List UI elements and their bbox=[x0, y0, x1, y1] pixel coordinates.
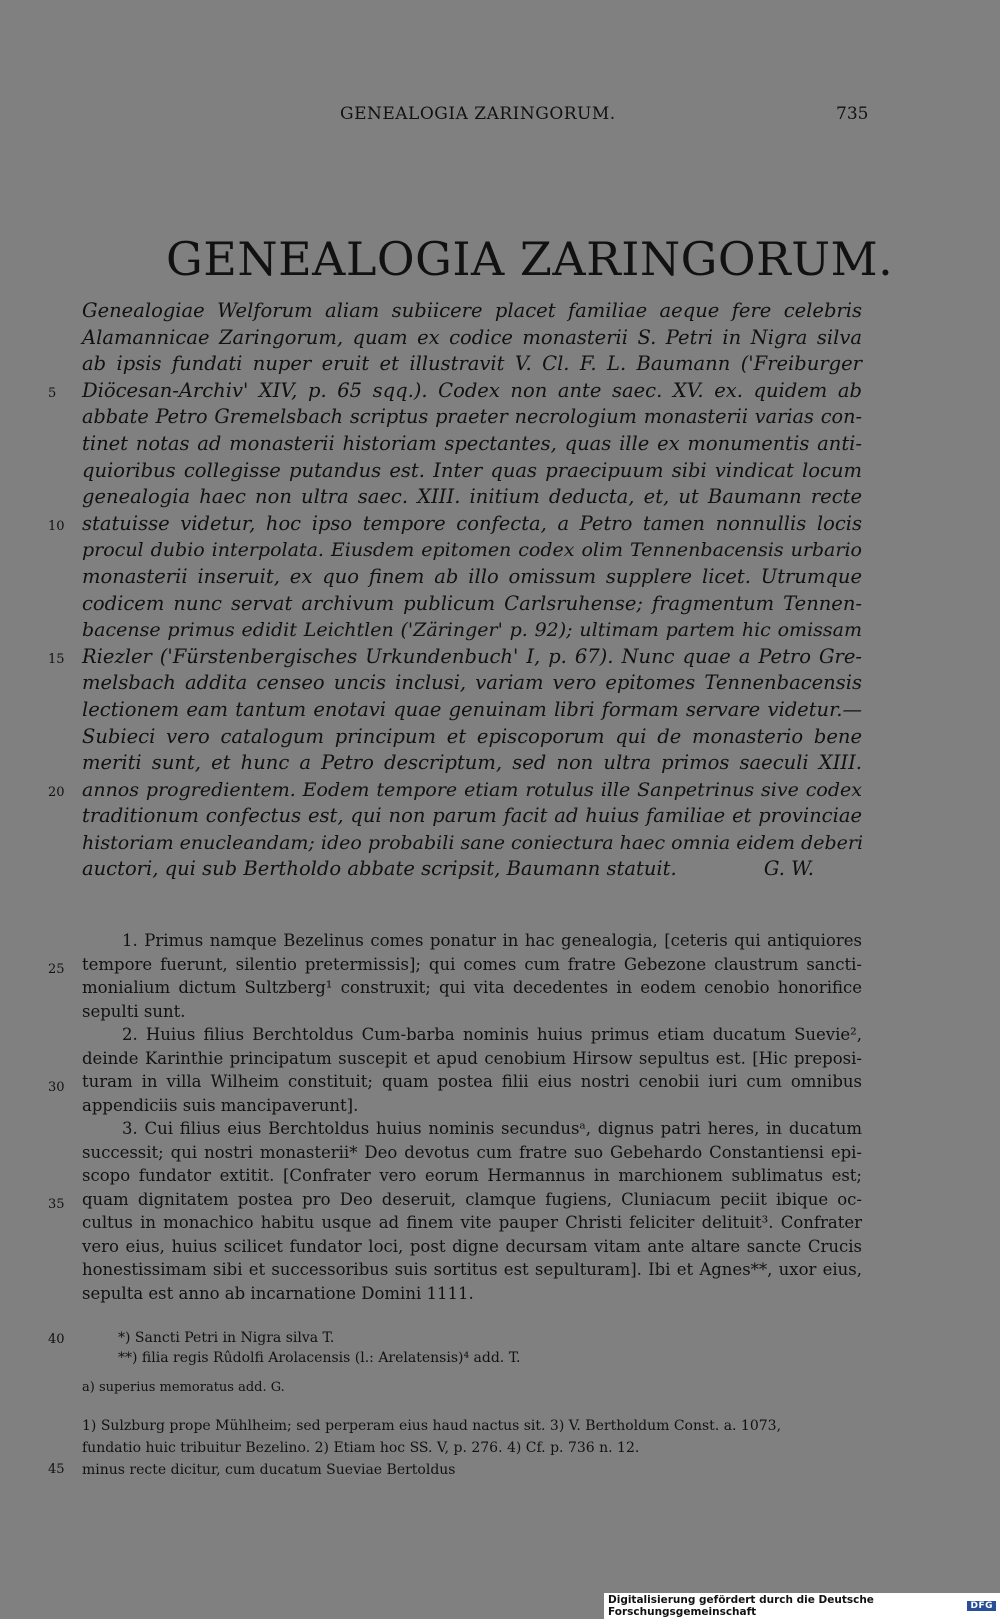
intro-line: bacense primus edidit Leichtlen ('Zäringer' p. 92); ultimam partem hic omissam bbox=[82, 619, 862, 642]
intro-line: genealogia haec non ultra saec. XIII. initium deducta, et, ut Baumann recte bbox=[82, 485, 862, 509]
genealogy-text bbox=[82, 929, 862, 1305]
intro-line: monasterii inseruit, ex quo finem ab illo omissum supplere licet. Utrumque bbox=[82, 564, 862, 588]
running-title: GENEALOGIA ZARINGORUM. bbox=[340, 104, 616, 124]
intro-line: Diöcesan-Archiv' XIV, p. 65 sqq.). Codex non ante saec. XV. ex. quidem ab bbox=[82, 378, 862, 402]
footnote-numbered: minus recte dicitur, cum ducatum Sueviae Bertoldus bbox=[82, 1462, 456, 1478]
text-line: 2. Huius filius Berchtoldus Cum-barba nominis huius primus etiam ducatum Suevie², bbox=[122, 1025, 862, 1044]
text-line: deinde Karinthie principatum suscepit et apud cenobium Hirsow sepultus est. [Hic preposi- bbox=[82, 1048, 862, 1068]
main-title: GENEALOGIA ZARINGORUM. bbox=[166, 232, 894, 286]
text-line: sepulta est anno ab incarnatione Domini 1111. bbox=[82, 1283, 474, 1303]
line-number: 5 bbox=[48, 386, 57, 401]
intro-line: quioribus collegisse putandus est. Inter quas praecipuum sibi vindicat locum bbox=[82, 458, 862, 482]
intro-line: Alamannicae Zaringorum, quam ex codice monasterii S. Petri in Nigra silva bbox=[82, 325, 862, 349]
text-line: scopo fundator extitit. [Confrater vero eorum Hermannus in marchionem sublimatus est; bbox=[82, 1166, 862, 1185]
text-line: vero eius, huius scilicet fundator loci, post digne decursam vitam ante altare sancte Crucis bbox=[82, 1236, 862, 1256]
footnote-numbered: fundatio huic tribuitur Bezelino. 2) Etiam hoc SS. V, p. 276. 4) Cf. p. 736 n. 12. bbox=[82, 1440, 640, 1456]
intro-line: codicem nunc servat archivum publicum Carlsruhense; fragmentum Tennen- bbox=[82, 591, 862, 615]
footnote-a: a) superius memoratus add. G. bbox=[82, 1380, 285, 1395]
text-line: quam dignitatem postea pro Deo deseruit, clamque fugiens, Cluniacum peciit ibique oc- bbox=[82, 1189, 862, 1209]
intro-line: Subieci vero catalogum principum et episcoporum qui de monasterio bene bbox=[82, 724, 862, 748]
line-number: 10 bbox=[48, 519, 65, 534]
line-number: 30 bbox=[48, 1080, 65, 1095]
text-line: appendiciis suis mancipaverunt]. bbox=[82, 1095, 359, 1115]
intro-line: abbate Petro Gremelsbach scriptus praeter necrologium monasterii varias con- bbox=[82, 405, 862, 429]
intro-line: procul dubio interpolata. Eiusdem epitomen codex olim Tennenbacensis urbario bbox=[82, 539, 862, 562]
intro-line: historiam enucleandam; ideo probabili sane coniectura haec omnia eidem deberi bbox=[82, 831, 864, 854]
line-number: 35 bbox=[48, 1197, 65, 1212]
intro-line: statuisse videtur, hoc ipso tempore confecta, a Petro tamen nonnullis locis bbox=[82, 511, 862, 535]
footnote-numbered: 1) Sulzburg prope Mühlheim; sed perperam eius haud nactus sit. 3) V. Bertholdum Const. a. 1073, bbox=[82, 1418, 782, 1434]
footnote-double-star: **) filia regis Rûdolfi Arolacensis (l.: Arelatensis)⁴ add. T. bbox=[118, 1350, 521, 1366]
text-line: 1. Primus namque Bezelinus comes ponatur in hac genealogia, [ceteris qui antiquiores bbox=[122, 931, 862, 950]
intro-line: traditionum confectus est, qui non parum facit ad huius familiae et provinciae bbox=[82, 804, 862, 828]
digitization-notice-text: Digitalisierung gefördert durch die Deutsche Forschungsgemeinschaft bbox=[608, 1594, 874, 1618]
line-number: 40 bbox=[48, 1332, 65, 1347]
text-line: turam in villa Wilheim constituit; quam postea filii eius nostri cenobii iuri cum omnibus bbox=[82, 1072, 862, 1091]
intro-line: melsbach addita censeo uncis inclusi, variam vero epitomes Tennenbacensis bbox=[82, 671, 862, 695]
intro-line: lectionem eam tantum enotavi quae genuinam libri formam servare videtur.— bbox=[82, 697, 862, 721]
footnote-star: *) Sancti Petri in Nigra silva T. bbox=[118, 1330, 335, 1346]
dfg-logo-icon: DFG bbox=[967, 1601, 996, 1611]
intro-line: auctori, qui sub Bertholdo abbate scripsit, Baumann statuit. bbox=[82, 857, 677, 881]
intro-paragraph bbox=[82, 298, 862, 883]
intro-line: Genealogiae Welforum aliam subiicere placet familiae aeque fere celebris bbox=[82, 299, 862, 322]
text-line: honestissimam sibi et successoribus suis sortitus est sepulturam]. Ibi et Agnes**, uxor eius, bbox=[82, 1260, 862, 1279]
page-number: 735 bbox=[836, 104, 869, 124]
intro-last-line bbox=[82, 856, 862, 883]
text-line: sepulti sunt. bbox=[82, 1001, 186, 1021]
intro-line: tinet notas ad monasterii historiam spectantes, quas ille ex monumentis anti- bbox=[82, 431, 862, 455]
intro-line: ab ipsis fundati nuper eruit et illustravit V. Cl. F. L. Baumann ('Freiburger bbox=[82, 352, 862, 376]
text-line: tempore fuerunt, silentio pretermissis]; qui comes cum fratre Gebezone claustrum sancti- bbox=[82, 954, 862, 974]
digitization-notice bbox=[604, 1593, 1000, 1619]
text-line: 3. Cui filius eius Berchtoldus huius nominis secundusᵃ, dignus patri heres, in ducatum bbox=[122, 1119, 862, 1138]
line-number: 25 bbox=[48, 962, 65, 977]
text-line: monialium dictum Sultzberg¹ construxit; qui vita decedentes in eodem cenobio honorifice bbox=[82, 978, 862, 997]
line-number: 15 bbox=[48, 652, 65, 667]
intro-line: annos progredientem. Eodem tempore etiam rotulus ille Sanpetrinus sive codex bbox=[82, 778, 862, 801]
line-number: 45 bbox=[48, 1462, 65, 1477]
intro-line: meriti sunt, et hunc a Petro descriptum, sed non ultra primos saeculi XIII. bbox=[82, 751, 862, 775]
intro-line: Riezler ('Fürstenbergisches Urkundenbuch' I, p. 67). Nunc quae a Petro Gre- bbox=[82, 644, 862, 668]
text-line: cultus in monachico habitu usque ad finem vite pauper Christi feliciter delituit³. Confrater bbox=[82, 1213, 862, 1232]
line-number: 20 bbox=[48, 785, 65, 800]
intro-signature: G. W. bbox=[763, 857, 814, 881]
text-line: successit; qui nostri monasterii* Deo devotus cum fratre suo Gebehardo Constantiensi epi- bbox=[82, 1142, 862, 1162]
